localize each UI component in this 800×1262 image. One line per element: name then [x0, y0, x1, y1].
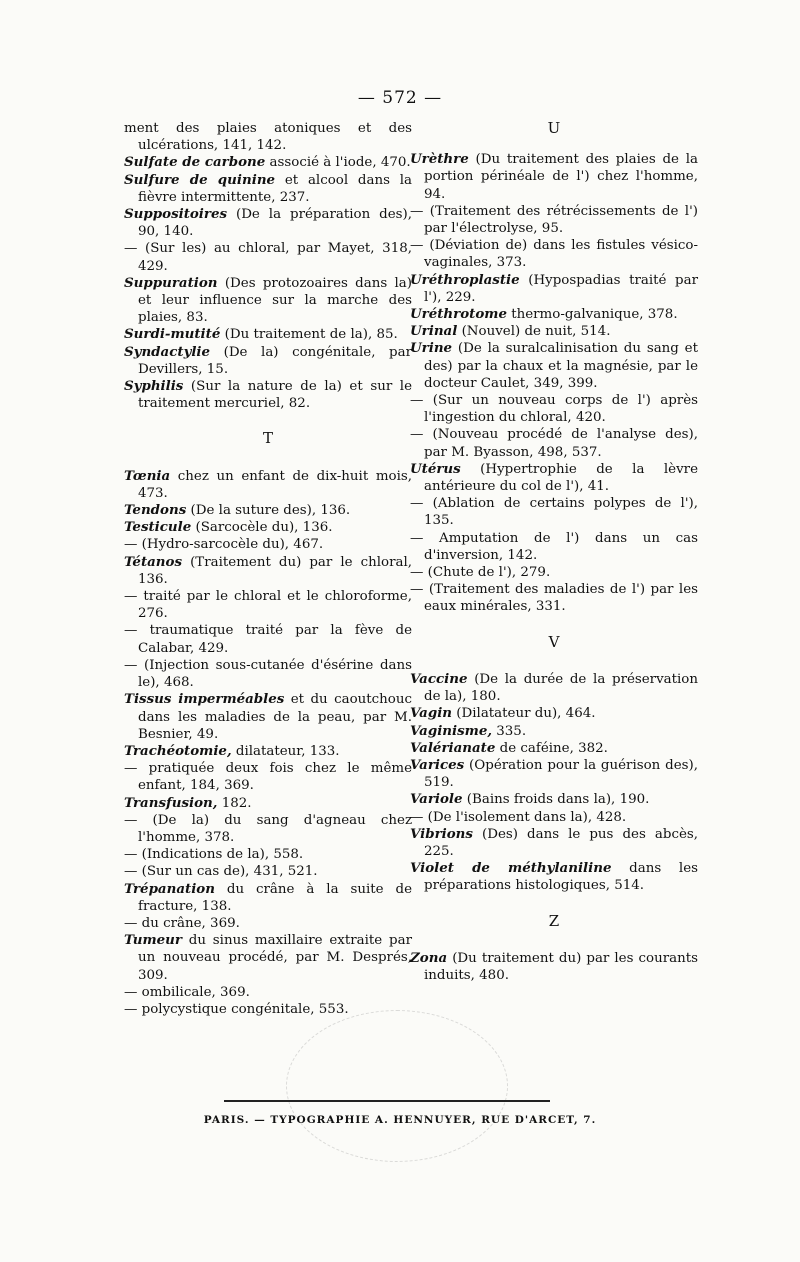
index-entry — [124, 691, 412, 743]
entries-v — [410, 671, 698, 895]
index-entry — [410, 757, 698, 791]
index-entry — [124, 622, 412, 656]
entry-text: — (Sur les) au chloral, par Mayet, 318, 429. — [124, 241, 412, 274]
entry-text: (Sarcocèle du), 136. — [191, 520, 333, 536]
index-entry — [124, 344, 412, 378]
section-letter-u: U — [547, 119, 561, 137]
index-entry — [124, 863, 412, 880]
index-entry — [410, 495, 698, 529]
entry-text: (De la durée de la préservation de la), 180. — [424, 671, 698, 705]
entry-text: associé à l'iode, 470. — [265, 155, 411, 171]
entry-heading: Trépanation — [124, 880, 215, 897]
entry-heading: Vagin — [410, 705, 453, 722]
entry-heading: Suppuration — [124, 274, 218, 291]
index-entry — [124, 812, 412, 846]
entry-heading: Uréthrotome — [410, 306, 507, 323]
index-entry — [124, 984, 412, 1001]
index-entry — [410, 151, 698, 203]
entry-text: — (Traitement des maladies de l') par les eaux minérales, 331. — [410, 582, 698, 615]
entry-text: (De la) congénitale, par Devillers, 15. — [138, 344, 412, 377]
entry-text: (Hypertrophie de la lèvre antérieure du col de l'), 41. — [424, 461, 698, 495]
index-entry — [410, 791, 698, 808]
entry-text: — (Indications de la), 558. — [124, 847, 304, 863]
entry-heading: Transfusion, — [124, 794, 218, 811]
entry-text: — (De la) du sang d'agneau chez l'homme, 378. — [124, 812, 412, 845]
index-entry — [124, 743, 412, 760]
entry-heading: Violet de méthylaniline — [410, 860, 612, 877]
entry-text: (Opération pour la guérison des), 519. — [424, 757, 698, 791]
entry-text: — (Ablation de certains polypes de l'), 135. — [410, 496, 698, 529]
entry-text: dans les préparations histologiques, 514. — [424, 861, 698, 894]
entry-text: (Hypospadias traité par l'), 229. — [424, 272, 698, 305]
index-entry — [124, 795, 412, 812]
entry-heading: Vibrions — [410, 825, 473, 842]
entry-heading: Tétanos — [124, 553, 183, 570]
index-entry — [124, 519, 412, 536]
index-entry — [410, 237, 698, 271]
index-entry — [124, 554, 412, 588]
entry-text: — pratiquée deux fois chez le même enfant, 184, 369. — [124, 761, 412, 794]
index-entry — [410, 323, 698, 340]
index-entry — [410, 461, 698, 495]
entry-text: du crâne à la suite de fracture, 138. — [138, 881, 412, 914]
index-entry — [410, 340, 698, 392]
index-entry — [124, 760, 412, 794]
index-entry — [410, 671, 698, 705]
index-entry — [410, 809, 698, 826]
entry-text: — Amputation de l') dans un cas d'inversion, 142. — [410, 530, 698, 563]
index-entry — [124, 154, 412, 171]
entry-text: — ombilicale, 369. — [124, 984, 250, 1000]
index-entry — [124, 536, 412, 553]
entry-heading: Syndactylie — [124, 343, 211, 360]
entry-heading: Tendons — [124, 502, 187, 519]
page-number: — 572 — — [357, 88, 443, 108]
index-entry — [124, 468, 412, 502]
entry-heading: Zona — [410, 949, 448, 966]
entry-text: (Des protozoaires dans la) et leur influence sur la marche des plaies, 83. — [138, 275, 412, 326]
index-entry — [124, 275, 412, 327]
entry-text: thermo-galvanique, 378. — [506, 307, 678, 323]
entry-heading: Syphilis — [124, 378, 184, 395]
index-entry — [124, 378, 412, 412]
entry-text: chez un enfant de dix-huit mois, 473. — [138, 468, 412, 501]
index-entry — [410, 950, 698, 984]
entry-text: ment des plaies atoniques et des ulcérations, 141, 142. — [124, 121, 412, 154]
entry-text: — (Hydro-sarcocèle du), 467. — [124, 537, 324, 553]
index-entry — [124, 846, 412, 863]
entries-z — [410, 950, 698, 984]
index-entry — [124, 657, 412, 691]
index-entry — [410, 426, 698, 460]
entry-text: (Dilatateur du), 464. — [452, 706, 596, 722]
entries-s — [124, 120, 412, 412]
entry-text: — polycystique congénitale, 553. — [124, 1001, 349, 1017]
entry-heading: Urèthre — [410, 151, 469, 168]
entry-heading: Valérianate — [410, 739, 496, 756]
right-column — [410, 120, 698, 984]
index-entry — [410, 392, 698, 426]
entry-heading: Tissus imperméables — [124, 691, 285, 708]
entry-heading: Tœnia — [124, 467, 171, 484]
index-entry — [124, 915, 412, 932]
index-entry — [410, 740, 698, 757]
index-entry — [124, 326, 412, 343]
section-letter-t: T — [262, 429, 273, 448]
entry-text: — (Chute de l'), 279. — [410, 565, 551, 581]
entry-text: et alcool dans la fièvre intermittente, 237. — [138, 172, 412, 205]
entry-text: (Sur la nature de la) et sur le traitement mercuriel, 82. — [138, 379, 412, 412]
entry-text: — traité par le chloral et le chloroforme, 276. — [124, 589, 412, 622]
entry-heading: Sulfure de quinine — [124, 171, 276, 188]
index-entry — [124, 588, 412, 622]
section-letter-z: Z — [548, 911, 560, 930]
entry-text: — (Traitement des rétrécissements de l') par l'électrolyse, 95. — [410, 203, 698, 237]
index-entry — [124, 172, 412, 206]
entry-heading: Variole — [410, 791, 463, 808]
entry-text: (Du traitement des plaies de la portion périnéale de l') chez l'homme, 94. — [424, 152, 698, 202]
entry-heading: Suppositoires — [124, 206, 228, 223]
index-entry — [410, 860, 698, 894]
index-entry — [410, 306, 698, 323]
entry-text: et du caoutchouc dans les maladies de la peau, par M. Besnier, 49. — [138, 692, 412, 742]
entry-text: — traumatique traité par la fève de Calabar, 429. — [124, 623, 412, 656]
index-entry — [410, 705, 698, 722]
index-entry — [410, 564, 698, 581]
left-column — [124, 120, 412, 1018]
entry-text: — du crâne, 369. — [124, 915, 240, 931]
entry-text: (Des) dans le pus des abcès, 225. — [424, 826, 698, 859]
entry-heading: Varices — [410, 756, 465, 773]
entry-heading: Surdi-mutité — [124, 326, 221, 343]
entry-text: — (Nouveau procédé de l'analyse des), par M. Byasson, 498, 537. — [410, 427, 698, 460]
entry-text: de caféine, 382. — [495, 740, 608, 756]
entry-text: — (Sur un nouveau corps de l') après l'ingestion du chloral, 420. — [410, 393, 698, 426]
index-entry — [410, 581, 698, 615]
index-entry — [124, 932, 412, 984]
entry-text: — (Déviation de) dans les fistules vésico-vaginales, 373. — [410, 238, 698, 271]
entry-text: (De la suture des), 136. — [186, 503, 351, 519]
index-entry — [124, 881, 412, 915]
library-stamp-icon — [286, 1010, 508, 1162]
index-entry — [124, 502, 412, 519]
entry-text: du sinus maxillaire extraite par un nouveau procédé, par M. Després, 309. — [138, 933, 412, 983]
entry-text: (Du traitement du) par les courants induits, 480. — [424, 950, 698, 983]
index-entry — [410, 203, 698, 237]
index-entry — [410, 723, 698, 740]
entry-text: (Traitement du) par le chloral, 136. — [138, 554, 412, 587]
printer-imprint: PARIS. — TYPOGRAPHIE A. HENNUYER, RUE D'ARCET, 7. — [203, 1114, 597, 1126]
entry-heading: Urine — [410, 340, 453, 357]
index-entry — [410, 826, 698, 860]
entry-text: dilatateur, 133. — [231, 743, 340, 759]
entry-text: — (Injection sous-cutanée d'ésérine dans le), 468. — [124, 657, 412, 691]
index-entry — [124, 240, 412, 274]
entry-heading: Sulfate de carbone — [124, 154, 266, 171]
index-entry — [410, 530, 698, 564]
entries-t — [124, 468, 412, 1019]
index-entry — [124, 120, 412, 154]
entry-heading: Tumeur — [124, 932, 182, 949]
entry-text: (Du traitement de la), 85. — [220, 327, 398, 343]
entry-heading: Utérus — [410, 460, 461, 477]
entry-heading: Testicule — [124, 519, 192, 536]
entry-text: 182. — [217, 795, 252, 811]
entry-text: (Bains froids dans la), 190. — [462, 792, 650, 808]
entry-text: — (Sur un cas de), 431, 521. — [124, 864, 318, 880]
footer-rule — [224, 1100, 550, 1102]
entry-text: (Nouvel) de nuit, 514. — [457, 324, 611, 340]
section-letter-v: V — [548, 632, 560, 651]
entry-heading: Vaccine — [410, 670, 468, 687]
entry-text: — (De l'isolement dans la), 428. — [410, 809, 627, 825]
entry-heading: Trachéotomie, — [124, 742, 232, 759]
entries-u — [410, 151, 698, 615]
entry-text: 335. — [492, 723, 527, 739]
entry-heading: Uréthroplastie — [410, 271, 520, 288]
entry-heading: Vaginisme, — [410, 722, 492, 739]
index-entry — [410, 272, 698, 306]
entry-text: (De la suralcalinisation du sang et des) par la chaux et la magnésie, par le docteur Caulet, 349, 399. — [424, 341, 698, 391]
entry-text: (De la préparation des), 90, 140. — [138, 207, 412, 240]
entry-heading: Urinal — [410, 323, 458, 340]
index-entry — [124, 206, 412, 240]
